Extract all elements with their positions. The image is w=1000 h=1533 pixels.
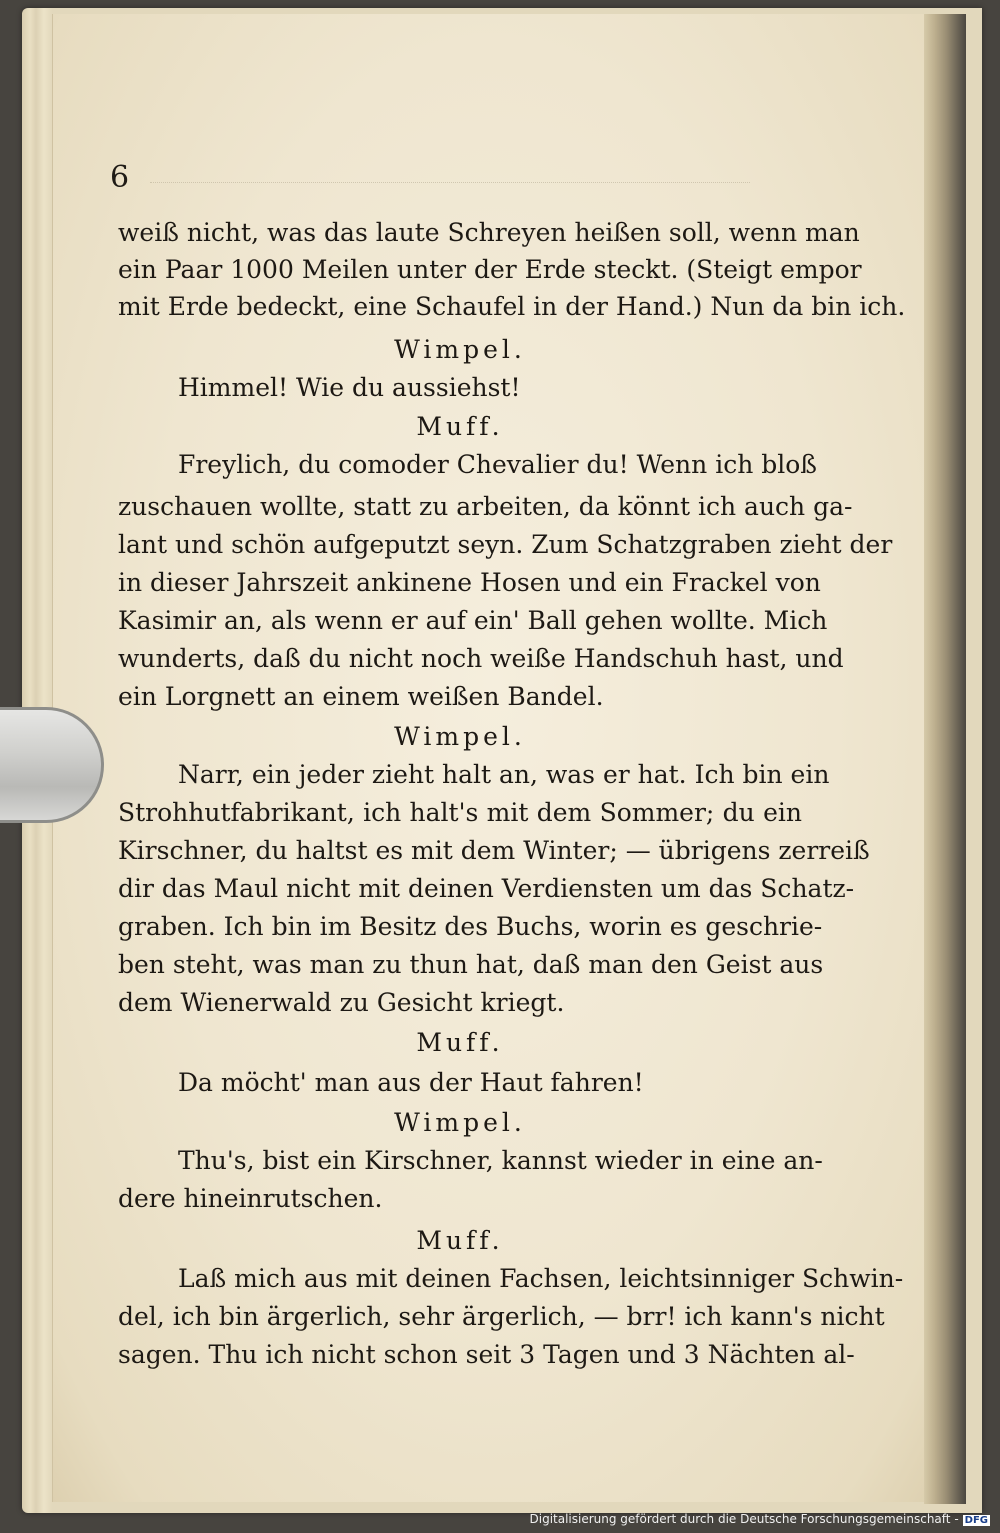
text-line: ben steht, was man zu thun hat, daß man den Geist aus [118,950,824,979]
text-line: Kasimir an, als wenn er auf ein' Ball gehen wollte. Mich [118,606,828,635]
text-line: Narr, ein jeder zieht halt an, was er hat. Ich bin ein [178,760,830,789]
text-line: Himmel! Wie du aussiehst! [178,373,521,402]
text-line: Strohhutfabrikant, ich halt's mit dem Sommer; du ein [118,798,802,827]
text-line: wunderts, daß du nicht noch weiße Handschuh hast, und [118,644,844,673]
text-line: in dieser Jahrszeit ankinene Hosen und ein Frackel von [118,568,821,597]
text-line: Freylich, du comoder Chevalier du! Wenn ich bloß [178,450,817,479]
text-line: Laß mich aus mit deinen Fachsen, leichtsinniger Schwin- [178,1264,904,1293]
text-line: del, ich bin ärgerlich, sehr ärgerlich, — brr! ich kann's nicht [118,1302,885,1331]
speaker-name: Wimpel. [394,1108,526,1137]
speaker-name: Muff. [416,1226,504,1255]
dfg-logo: DFG [964,1515,988,1526]
speaker-name: Muff. [416,412,504,441]
text-line: dir das Maul nicht mit deinen Verdiensten um das Schatz- [118,874,855,903]
book-gutter [924,14,966,1504]
text-line: Da möcht' man aus der Haut fahren! [178,1068,644,1097]
text-line: zuschauen wollte, statt zu arbeiten, da könnt ich auch ga- [118,492,853,521]
text-line: Thu's, bist ein Kirschner, kannst wieder in eine an- [178,1146,823,1175]
speaker-name: Wimpel. [394,335,526,364]
text-line: weiß nicht, was das laute Schreyen heißen soll, wenn man [118,218,860,247]
text-line: graben. Ich bin im Besitz des Buchs, worin es geschrie- [118,912,823,941]
text-line: sagen. Thu ich nicht schon seit 3 Tagen und 3 Nächten al- [118,1340,855,1369]
footer-text: Digitalisierung gefördert durch die Deutsche Forschungsgemeinschaft - [529,1512,959,1526]
text-line: dem Wienerwald zu Gesicht kriegt. [118,988,565,1017]
speaker-name: Muff. [416,1028,504,1057]
text-line: ein Lorgnett an einem weißen Bandel. [118,682,604,711]
text-line: mit Erde bedeckt, eine Schaufel in der Hand.) Nun da bin ich. [118,292,906,321]
text-line: ein Paar 1000 Meilen unter der Erde steckt. (Steigt empor [118,255,862,284]
header-rule [150,182,750,183]
text-line: dere hineinrutschen. [118,1184,383,1213]
speaker-name: Wimpel. [394,722,526,751]
text-line: Kirschner, du haltst es mit dem Winter; — übrigens zerreiß [118,836,870,865]
page-number: 6 [110,160,130,195]
footer-credit [530,1512,991,1526]
text-line: lant und schön aufgeputzt seyn. Zum Schatzgraben zieht der [118,530,893,559]
